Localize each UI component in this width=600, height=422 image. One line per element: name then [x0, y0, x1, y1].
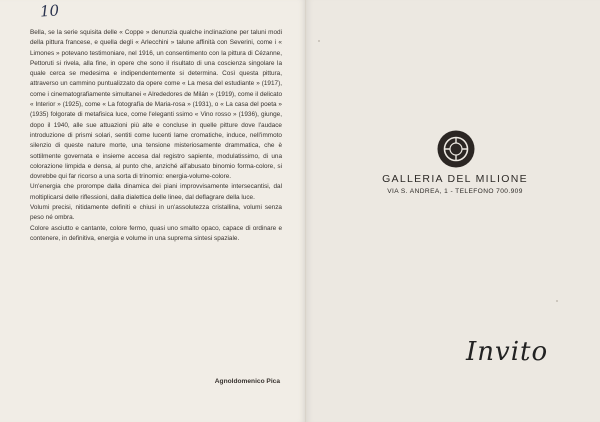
essay-author: Agnoldomenico Pica	[214, 378, 280, 385]
right-page	[306, 0, 600, 422]
essay-paragraph: Un'energia che prorompe dalla dinamica dei piani improvvisamente intersecantisi, dal moltiplicarsi delle riflessioni, dalla dialettica delle linee, dal deflagrare della luce.	[30, 183, 282, 201]
paper-speck	[318, 40, 320, 42]
gallery-address: VIA S. ANDREA, 1 - TELEFONO 700.909	[387, 188, 523, 195]
handwritten-number: 10	[39, 1, 60, 21]
gallery-logo-icon	[436, 129, 476, 169]
essay-text	[30, 28, 282, 244]
paper-speck	[556, 300, 558, 302]
essay-paragraph: Colore asciutto e cantante, colore fermo, quasi uno smalto opaco, capace di ordinare e contenere, in definitiva, energia e volume in una suprema sintesi spaziale.	[30, 224, 282, 242]
essay-paragraph: Bella, se la serie squisita delle « Coppe » denunzia qualche inclinazione per taluni modi della pittura francese, e quella degli « Arlecchini » talune affinità con Severini, come i « Limones » potevano testimoniare, nel 1916, un consentimento con la pittura di Cézanne, Pettoruti si rivela, alla fine, in opere che sono il risultato di una coscienza singolare la quale cerca se medesima e indipendentemente si determina. Così questa pittura, attraverso un cammino puntualizzato da opere come « La mesa del estudiante » (1917), come i cinematografiamente simultanei « Alrededores de Milán » (1919), come il delicato « Interior » (1925), come « La fotografía de Maria-rosa » (1931), o « La casa del poeta » (1935) folgorate di metafisica luce, come l'eleganti ssimo « Vino rosso » (1936), giunge, dopo il 1940, alle sue attuazioni più alte e concluse in quelle pitture dove l'audace introduzione di prismi solari, sentiti come lucenti lame cromatiche, induce, nell'immoto silenzio di queste nature morte, una tensione misteriosamente drammatica, che è sottilmente governata e insieme accesa dal registro sapiente, modulatissimo, di una colorazione limpida e densa, al punto che, anziché all'abusato binomio forma-colore, si dovrebbe qui far ricorso a una sorta di trinomio: energia-volume-colore.	[30, 29, 282, 181]
essay-paragraph: Volumi precisi, nitidamente definiti e chiusi in un'assolutezza cristallina, volumi senza peso né ombra.	[30, 204, 282, 222]
gallery-name: GALLERIA DEL MILIONE	[382, 173, 528, 185]
invitation-title: Invito	[466, 337, 549, 367]
